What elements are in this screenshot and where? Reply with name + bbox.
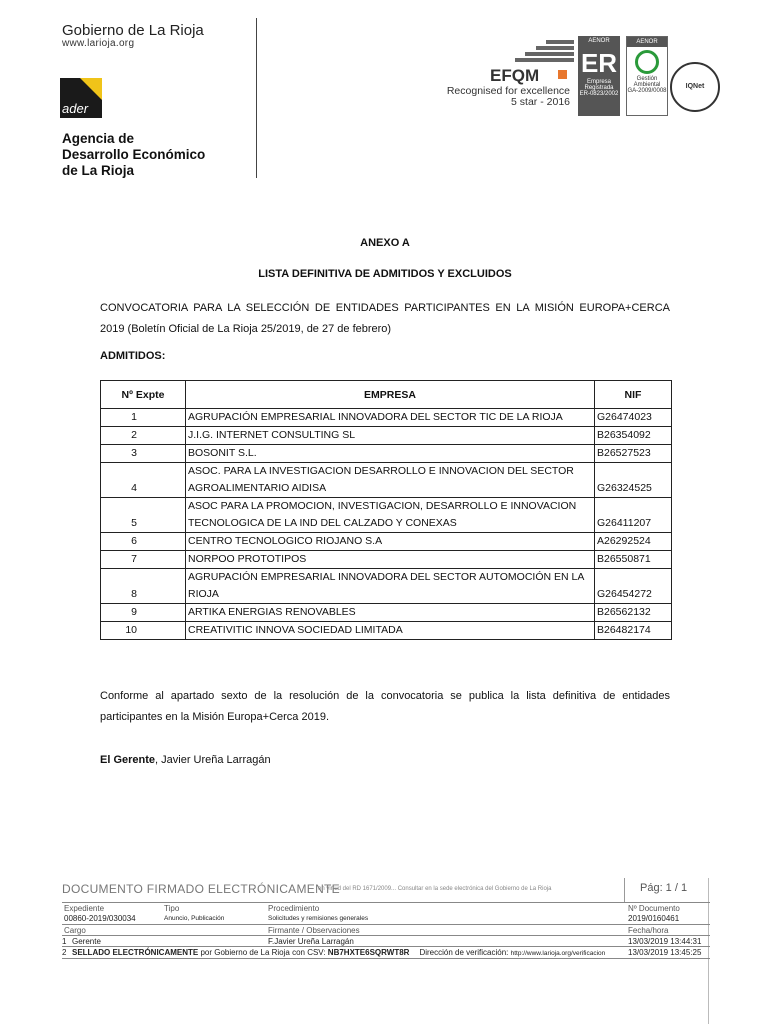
list-title: LISTA DEFINITIVA DE ADMITIDOS Y EXCLUIDOS	[258, 268, 512, 280]
footer-edge-line	[708, 878, 709, 1024]
row-empresa: AGRUPACIÓN EMPRESARIAL INNOVADORA DEL SECTOR TIC DE LA RIOJA	[186, 409, 595, 427]
call-intro: CONVOCATORIA PARA LA SELECCIÓN DE ENTIDADES PARTICIPANTES EN LA MISIÓN EUROPA+CERCA 2019 (Boletín Oficial de La Rioja 25/2019, de 27 de febrero)	[100, 302, 670, 335]
row-nif: B26482174	[595, 622, 672, 640]
row-nif: B26354092	[595, 427, 672, 445]
signature-line	[100, 754, 271, 766]
sig1-num: 1	[62, 937, 67, 946]
row-empresa: ARTIKA ENERGIAS RENOVABLES	[186, 604, 595, 622]
n-doc-value: 2019/0160461	[628, 914, 680, 923]
annex-heading: ANEXO A	[360, 237, 410, 249]
efqm-square-icon	[558, 70, 567, 79]
table-row	[101, 463, 672, 498]
aenor-ga-sub: Gestión Ambiental	[633, 76, 661, 88]
signer-name: , Javier Ureña Larragán	[155, 754, 271, 766]
verification-link[interactable]: http://www.larioja.org/verificacion	[510, 950, 606, 957]
procedimiento-value: Solicitudes y remisiones generales	[268, 915, 369, 922]
page-indicator: Pág: 1 / 1	[640, 882, 688, 894]
table-row	[101, 622, 672, 640]
ader-logo-text: ader	[62, 101, 89, 116]
efqm-caption	[430, 86, 570, 108]
row-nif: B26550871	[595, 551, 672, 569]
header-divider	[256, 18, 257, 178]
agency-name	[62, 131, 205, 179]
table-row	[101, 445, 672, 463]
footer-rule-1	[62, 902, 710, 903]
row-expte: 1	[101, 409, 186, 427]
table-header-row	[101, 381, 672, 409]
agency-line-1: Agencia de	[62, 131, 135, 146]
admitted-label: ADMITIDOS:	[100, 350, 166, 362]
agency-line-2: Desarrollo Económico	[62, 147, 206, 162]
label-fecha: Fecha/hora	[628, 926, 669, 935]
label-procedimiento: Procedimiento	[268, 904, 320, 913]
row-empresa: ASOC PARA LA PROMOCION, INVESTIGACION, DESARROLLO E INNOVACION TECNOLOGICA DE LA IND DEL CALZADO Y CONEXAS	[186, 498, 595, 533]
sig1-fecha: 13/03/2019 13:44:31	[628, 937, 702, 946]
sig2-text: por Gobierno de La Rioja con CSV:	[198, 948, 328, 957]
signer-role: El Gerente	[100, 754, 156, 766]
sig2-verif-label: Dirección de verificación:	[419, 948, 511, 957]
row-nif: B26562132	[595, 604, 672, 622]
aenor-ga-top: AENOR	[627, 37, 667, 47]
row-expte: 5	[101, 498, 186, 533]
government-name: Gobierno de La Rioja	[62, 22, 204, 39]
tipo-value: Anuncio, Publicación	[164, 915, 225, 922]
agency-line-3: de La Rioja	[62, 163, 135, 178]
row-nif: G26411207	[595, 498, 672, 533]
row-nif: A26292524	[595, 533, 672, 551]
aenor-ga-badge	[626, 36, 668, 116]
aenor-er-code: ER-0823/2002	[579, 91, 619, 97]
aenor-er-top: AENOR	[588, 38, 610, 44]
aenor-ga-code: GA-2009/0008	[627, 88, 667, 94]
row-expte: 8	[101, 569, 186, 604]
closing-paragraph: Conforme al apartado sexto de la resolución de la convocatoria se publica la lista definitiva de entidades participantes en la Misión Europa+Cerca 2019.	[100, 690, 670, 723]
row-empresa: NORPOO PROTOTIPOS	[186, 551, 595, 569]
label-firmante: Firmante / Observaciones	[268, 926, 360, 935]
row-empresa: ASOC. PARA LA INVESTIGACION DESARROLLO E INNOVACION DEL SECTOR AGROALIMENTARIO AIDISA	[186, 463, 595, 498]
sig2-bold: SELLADO ELECTRÓNICAMENTE	[72, 948, 199, 957]
footer-rule-5	[62, 958, 710, 959]
table-row	[101, 533, 672, 551]
label-tipo: Tipo	[164, 904, 180, 913]
aenor-er-badge	[578, 36, 620, 116]
footer-title: DOCUMENTO FIRMADO ELECTRÓNICAMENTE	[62, 882, 340, 896]
table-row	[101, 569, 672, 604]
footer-rule-4	[62, 946, 710, 947]
expediente-value: 00860-2019/030034	[64, 914, 136, 923]
table-row	[101, 604, 672, 622]
footer-note: en virtud del RD 1671/2009... Consultar en la sede electrónica del Gobierno de La Rioja	[318, 886, 552, 892]
row-expte: 10	[101, 622, 186, 640]
sig2-seal	[72, 948, 605, 957]
leaf-icon	[635, 50, 659, 74]
efqm-bars-icon	[504, 40, 574, 66]
table-row	[101, 409, 672, 427]
row-nif: G26474023	[595, 409, 672, 427]
table-row	[101, 498, 672, 533]
col-header-nif: NIF	[595, 381, 672, 409]
label-n-doc: Nº Documento	[628, 904, 680, 913]
label-expediente: Expediente	[64, 904, 105, 913]
admitted-table	[100, 380, 672, 640]
table-row	[101, 551, 672, 569]
row-empresa: AGRUPACIÓN EMPRESARIAL INNOVADORA DEL SECTOR AUTOMOCIÓN EN LA RIOJA	[186, 569, 595, 604]
row-expte: 3	[101, 445, 186, 463]
efqm-line-2: 5 star - 2016	[511, 96, 570, 108]
government-url[interactable]: www.larioja.org	[62, 38, 135, 49]
row-expte: 9	[101, 604, 186, 622]
sig2-num: 2	[62, 948, 67, 957]
table-row	[101, 427, 672, 445]
col-header-expte: Nº Expte	[101, 381, 186, 409]
efqm-line-1: Recognised for excellence	[446, 85, 570, 97]
row-nif: B26527523	[595, 445, 672, 463]
label-cargo: Cargo	[64, 926, 86, 935]
row-empresa: CENTRO TECNOLOGICO RIOJANO S.A	[186, 533, 595, 551]
row-nif: G26324525	[595, 463, 672, 498]
row-empresa: J.I.G. INTERNET CONSULTING SL	[186, 427, 595, 445]
row-expte: 6	[101, 533, 186, 551]
aenor-er-sub: Empresa Registrada	[584, 79, 614, 91]
aenor-er-mark: ER	[580, 48, 618, 78]
sig2-fecha: 13/03/2019 13:45:25	[628, 948, 702, 957]
footer-rule-2	[62, 924, 710, 925]
efqm-brand: EFQM	[490, 66, 540, 85]
row-nif: G26454272	[595, 569, 672, 604]
sig1-firmante: F.Javier Ureña Larragán	[268, 937, 354, 946]
footer-rule-3	[62, 935, 710, 936]
row-expte: 4	[101, 463, 186, 498]
ader-logo-icon	[60, 78, 102, 118]
sig2-csv: NB7HXTE6SQRWT8R	[327, 948, 410, 957]
iqnet-badge: IQNet	[670, 62, 720, 112]
sig1-cargo: Gerente	[72, 937, 101, 946]
col-header-empresa: EMPRESA	[186, 381, 595, 409]
row-expte: 7	[101, 551, 186, 569]
row-empresa: BOSONIT S.L.	[186, 445, 595, 463]
footer-divider	[624, 878, 625, 902]
row-expte: 2	[101, 427, 186, 445]
row-empresa: CREATIVITIC INNOVA SOCIEDAD LIMITADA	[186, 622, 595, 640]
